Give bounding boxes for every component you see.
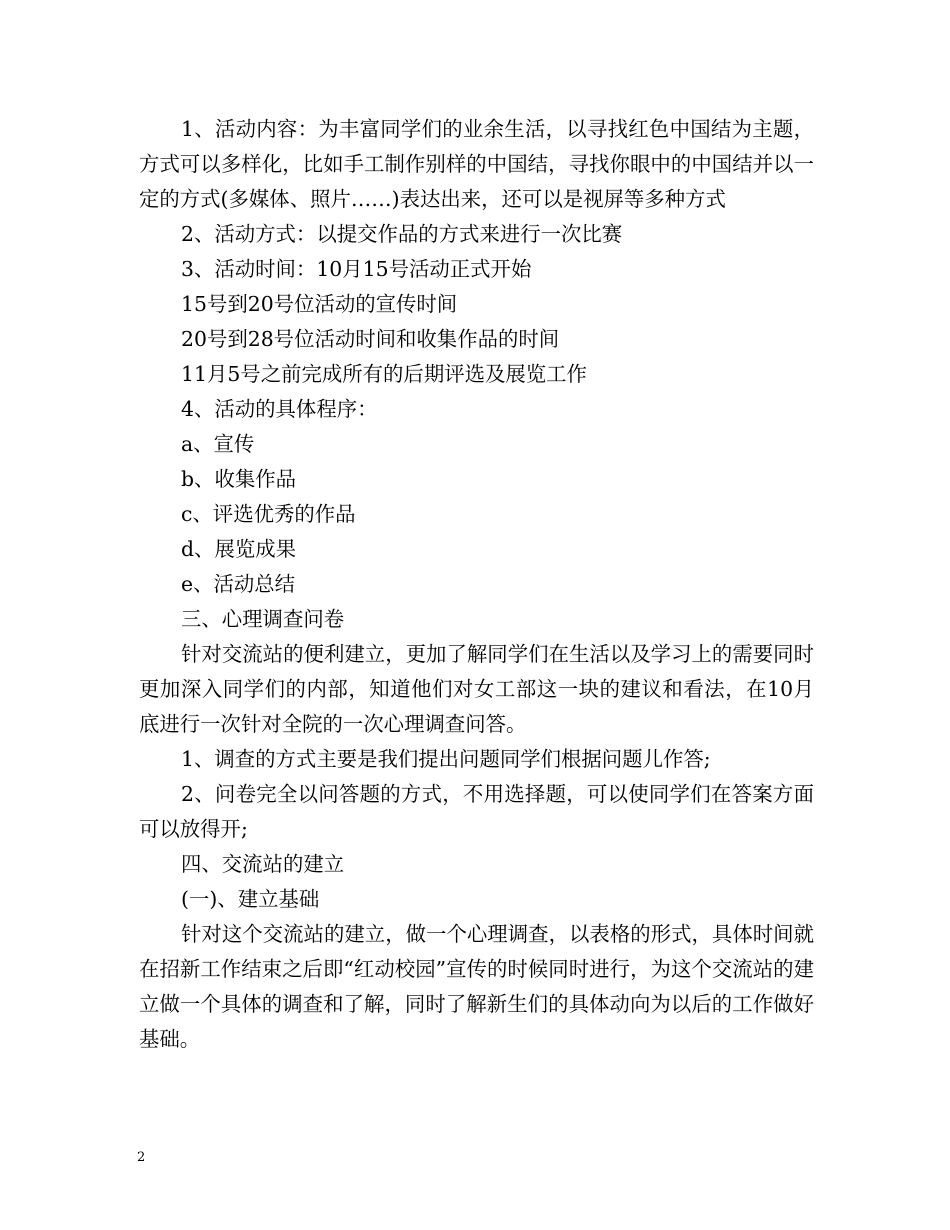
list-item-exhibit-results: d、展览成果 xyxy=(181,537,297,561)
list-item-select-works: c、评选优秀的作品 xyxy=(181,502,356,526)
section-heading-station: 四、交流站的建立 xyxy=(181,852,345,876)
paragraph-activity-time: 3、活动时间：10月15号活动正式开始 xyxy=(181,257,532,281)
document-body xyxy=(139,112,814,1057)
list-item-collect-works: b、收集作品 xyxy=(181,467,297,491)
paragraph-collection-period: 20号到28号位活动时间和收集作品的时间 xyxy=(181,327,560,351)
paragraph-procedure-heading: 4、活动的具体程序： xyxy=(181,397,378,421)
paragraph-activity-method: 2、活动方式：以提交作品的方式来进行一次比赛 xyxy=(181,222,623,246)
paragraph-station-foundation: 针对这个交流站的建立，做一个心理调查，以表格的形式，具体时间就在招新工作结束之后即“红动校园”宣传的时候同时进行，为这个交流站的建立做一个具体的调查和了解，同时了解新生们的具体动向为以后的工作做好基础。 xyxy=(139,922,814,1051)
paragraph-survey-purpose: 针对交流站的便利建立，更加了解同学们在生活以及学习上的需要同时更加深入同学们的内部，知道他们对女工部这一块的建议和看法，在10月底进行一次针对全院的一次心理调查问答。 xyxy=(139,642,814,736)
paragraph-activity-content: 1、活动内容：为丰富同学们的业余生活，以寻找红色中国结为主题，方式可以多样化，比如手工制作别样的中国结，寻找你眼中的中国结并以一定的方式(多媒体、照片……)表达出来，还可以是视屏等多种方式 xyxy=(139,117,814,211)
page-number: 2 xyxy=(137,1150,146,1165)
section-heading-survey: 三、心理调查问卷 xyxy=(181,607,345,631)
paragraph-evaluation-deadline: 11月5号之前完成所有的后期评选及展览工作 xyxy=(181,362,587,386)
list-item-publicity: a、宣传 xyxy=(181,432,255,456)
paragraph-survey-format: 2、问卷完全以问答题的方式，不用选择题，可以使同学们在答案方面可以放得开; xyxy=(139,782,814,841)
list-item-summary: e、活动总结 xyxy=(181,572,296,596)
paragraph-publicity-period: 15号到20号位活动的宣传时间 xyxy=(181,292,458,316)
paragraph-survey-method: 1、调查的方式主要是我们提出问题同学们根据问题儿作答; xyxy=(181,747,711,771)
subsection-heading-foundation: (一)、建立基础 xyxy=(181,887,320,911)
